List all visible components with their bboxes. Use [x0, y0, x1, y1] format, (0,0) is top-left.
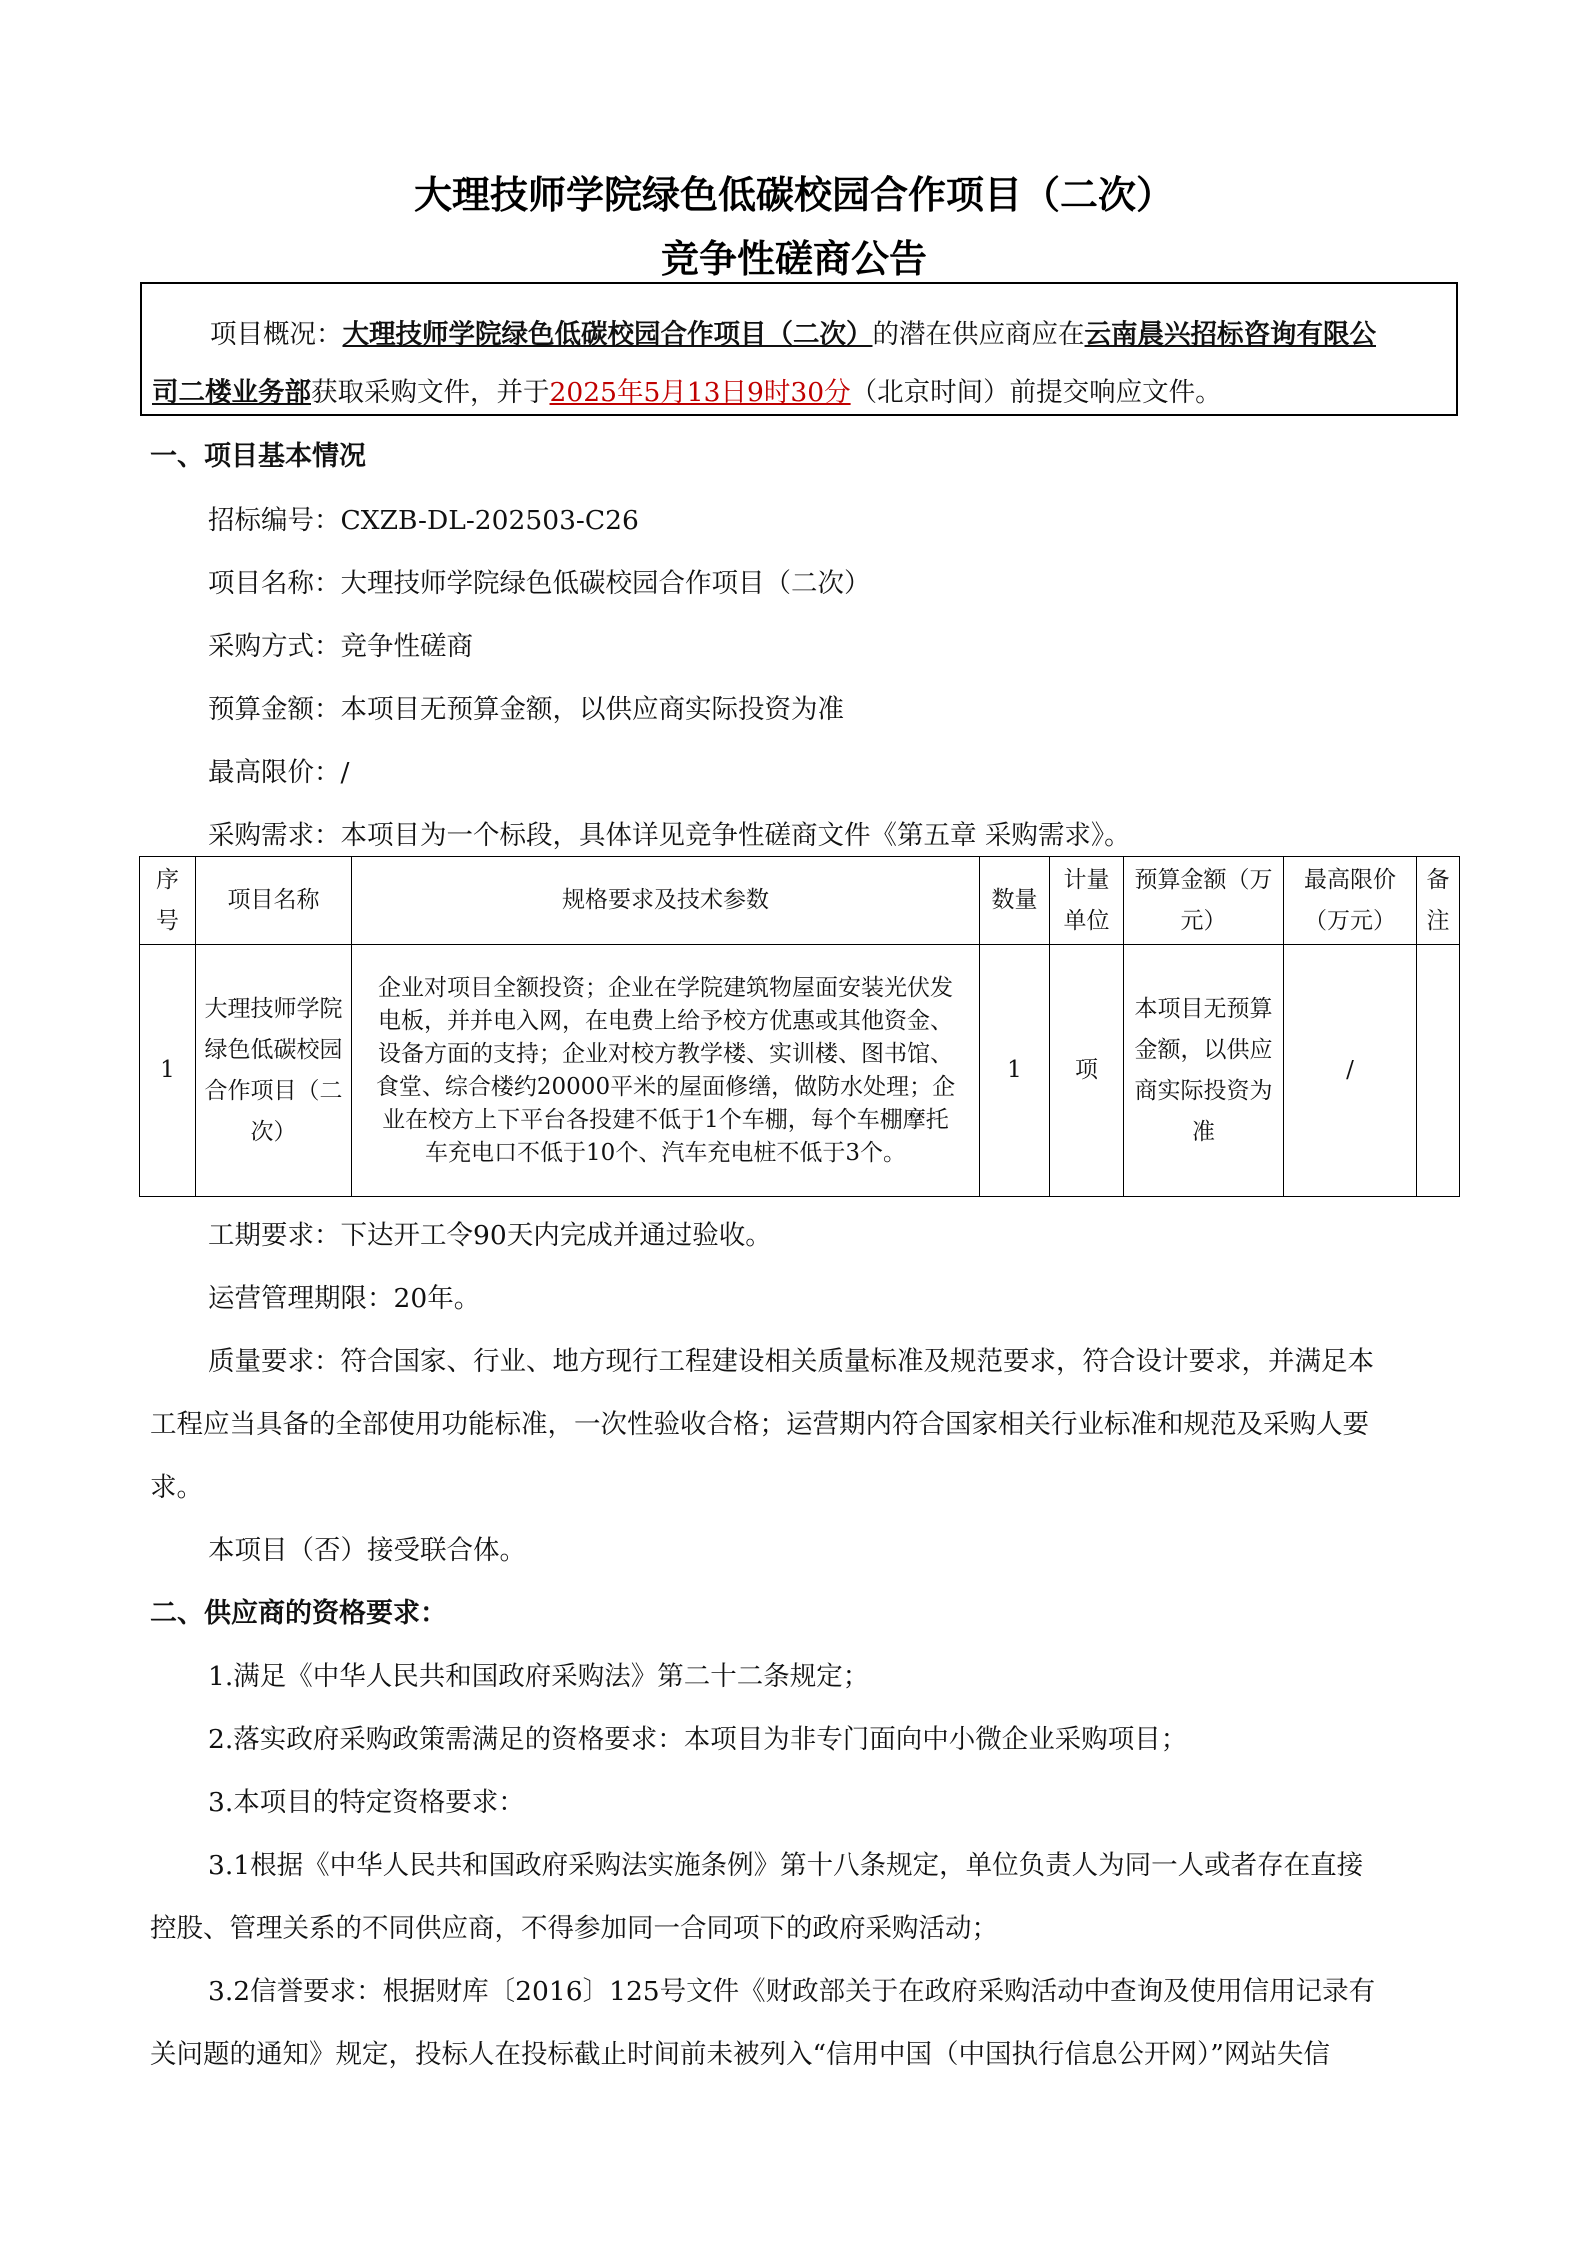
- spec-line: 设备方面的支持；企业对校方教学楼、实训楼、图书馆、: [378, 1040, 953, 1067]
- qualification-item-3-1-line-1: 3.1根据《中华人民共和国政府采购法实施条例》第十八条规定，单位负责人为同一人或者存在直接: [208, 1850, 1364, 1881]
- header-max: 最高限价（万元）: [1284, 857, 1417, 945]
- overview-line-2: [152, 370, 1222, 409]
- quality-line-3: 求。: [150, 1472, 203, 1503]
- header-qty: 数量: [980, 857, 1050, 945]
- operation-period: 运营管理期限：20年。: [208, 1283, 481, 1314]
- overview-line-1: [210, 312, 1376, 351]
- overview-location-1: 云南晨兴招标咨询有限公: [1084, 319, 1376, 350]
- header-no: 序号: [140, 857, 196, 945]
- overview-project-name: 大理技师学院绿色低碳校园合作项目（二次）: [342, 319, 873, 350]
- header-unit: 计量单位: [1050, 857, 1124, 945]
- qualification-item-3: 3.本项目的特定资格要求：: [208, 1787, 525, 1818]
- overview-text-2: 获取采购文件，并于: [311, 377, 550, 408]
- budget-amount: 预算金额：本项目无预算金额，以供应商实际投资为准: [208, 694, 844, 725]
- qualification-item-3-1-line-2: 控股、管理关系的不同供应商，不得参加同一合同项下的政府采购活动；: [150, 1913, 998, 1944]
- cell-max: /: [1284, 945, 1417, 1197]
- section-2-heading: 二、供应商的资格要求：: [150, 1598, 447, 1629]
- qualification-item-3-2-line-1: 3.2信誉要求：根据财库〔2016〕125号文件《财政部关于在政府采购活动中查询及使用信用记录有: [208, 1976, 1376, 2007]
- table-row: [140, 945, 1460, 1197]
- overview-deadline: 2025年5月13日9时30分: [549, 377, 851, 408]
- overview-text-1: 的潜在供应商应在: [872, 319, 1085, 350]
- cell-spec: [352, 945, 980, 1197]
- document-title: 大理技师学院绿色低碳校园合作项目（二次）: [413, 173, 1174, 217]
- quality-line-2: 工程应当具备的全部使用功能标准，一次性验收合格；运营期内符合国家相关行业标准和规范及采购人要: [150, 1409, 1369, 1440]
- overview-label: 项目概况：: [210, 319, 343, 350]
- table-header-row: [140, 857, 1460, 945]
- procurement-table: [139, 856, 1460, 1197]
- cell-unit: 项: [1050, 945, 1124, 1197]
- header-name: 项目名称: [196, 857, 352, 945]
- consortium-note: 本项目（否）接受联合体。: [208, 1535, 526, 1566]
- quality-line-1: 质量要求：符合国家、行业、地方现行工程建设相关质量标准及规范要求，符合设计要求，并满足本: [208, 1346, 1374, 1377]
- header-remark: 备注: [1417, 857, 1460, 945]
- spec-line: 企业对项目全额投资；企业在学院建筑物屋面安装光伏发: [378, 974, 953, 1001]
- header-spec: 规格要求及技术参数: [352, 857, 980, 945]
- project-name: 项目名称：大理技师学院绿色低碳校园合作项目（二次）: [208, 568, 871, 599]
- construction-period: 工期要求：下达开工令90天内完成并通过验收。: [208, 1220, 772, 1251]
- cell-no: 1: [140, 945, 196, 1197]
- cell-qty: 1: [980, 945, 1050, 1197]
- cell-budget: 本项目无预算金额，以供应商实际投资为准: [1124, 945, 1284, 1197]
- tender-number: 招标编号：CXZB-DL-202503-C26: [208, 505, 639, 536]
- spec-line: 食堂、综合楼约20000平米的屋面修缮，做防水处理；企: [375, 1073, 956, 1100]
- cell-remark: [1417, 945, 1460, 1197]
- header-budget: 预算金额（万元）: [1124, 857, 1284, 945]
- overview-location-2: 司二楼业务部: [152, 377, 311, 408]
- qualification-item-3-2-line-2: 关问题的通知》规定，投标人在投标截止时间前未被列入“信用中国（中国执行信息公开网）”网站失信: [150, 2039, 1330, 2070]
- procurement-requirement: 采购需求：本项目为一个标段，具体详见竞争性磋商文件《第五章 采购需求》。: [208, 820, 1131, 851]
- cell-name: 大理技师学院绿色低碳校园合作项目（二次）: [196, 945, 352, 1197]
- qualification-item-2: 2.落实政府采购政策需满足的资格要求：本项目为非专门面向中小微企业采购项目；: [208, 1724, 1188, 1755]
- spec-line: 电板，并并电入网，在电费上给予校方优惠或其他资金、: [378, 1007, 953, 1034]
- project-overview-box: [140, 282, 1458, 416]
- overview-text-3: （北京时间）前提交响应文件。: [850, 377, 1222, 408]
- procurement-method: 采购方式：竞争性磋商: [208, 631, 473, 662]
- spec-line: 业在校方上下平台各投建不低于1个车棚，每个车棚摩托: [382, 1106, 949, 1133]
- document-subtitle: 竞争性磋商公告: [660, 237, 927, 281]
- max-price: 最高限价：/: [208, 757, 350, 788]
- qualification-item-1: 1.满足《中华人民共和国政府采购法》第二十二条规定；: [208, 1661, 870, 1692]
- section-1-heading: 一、项目基本情况: [150, 441, 366, 472]
- spec-line: 车充电口不低于10个、汽车充电桩不低于3个。: [425, 1139, 906, 1166]
